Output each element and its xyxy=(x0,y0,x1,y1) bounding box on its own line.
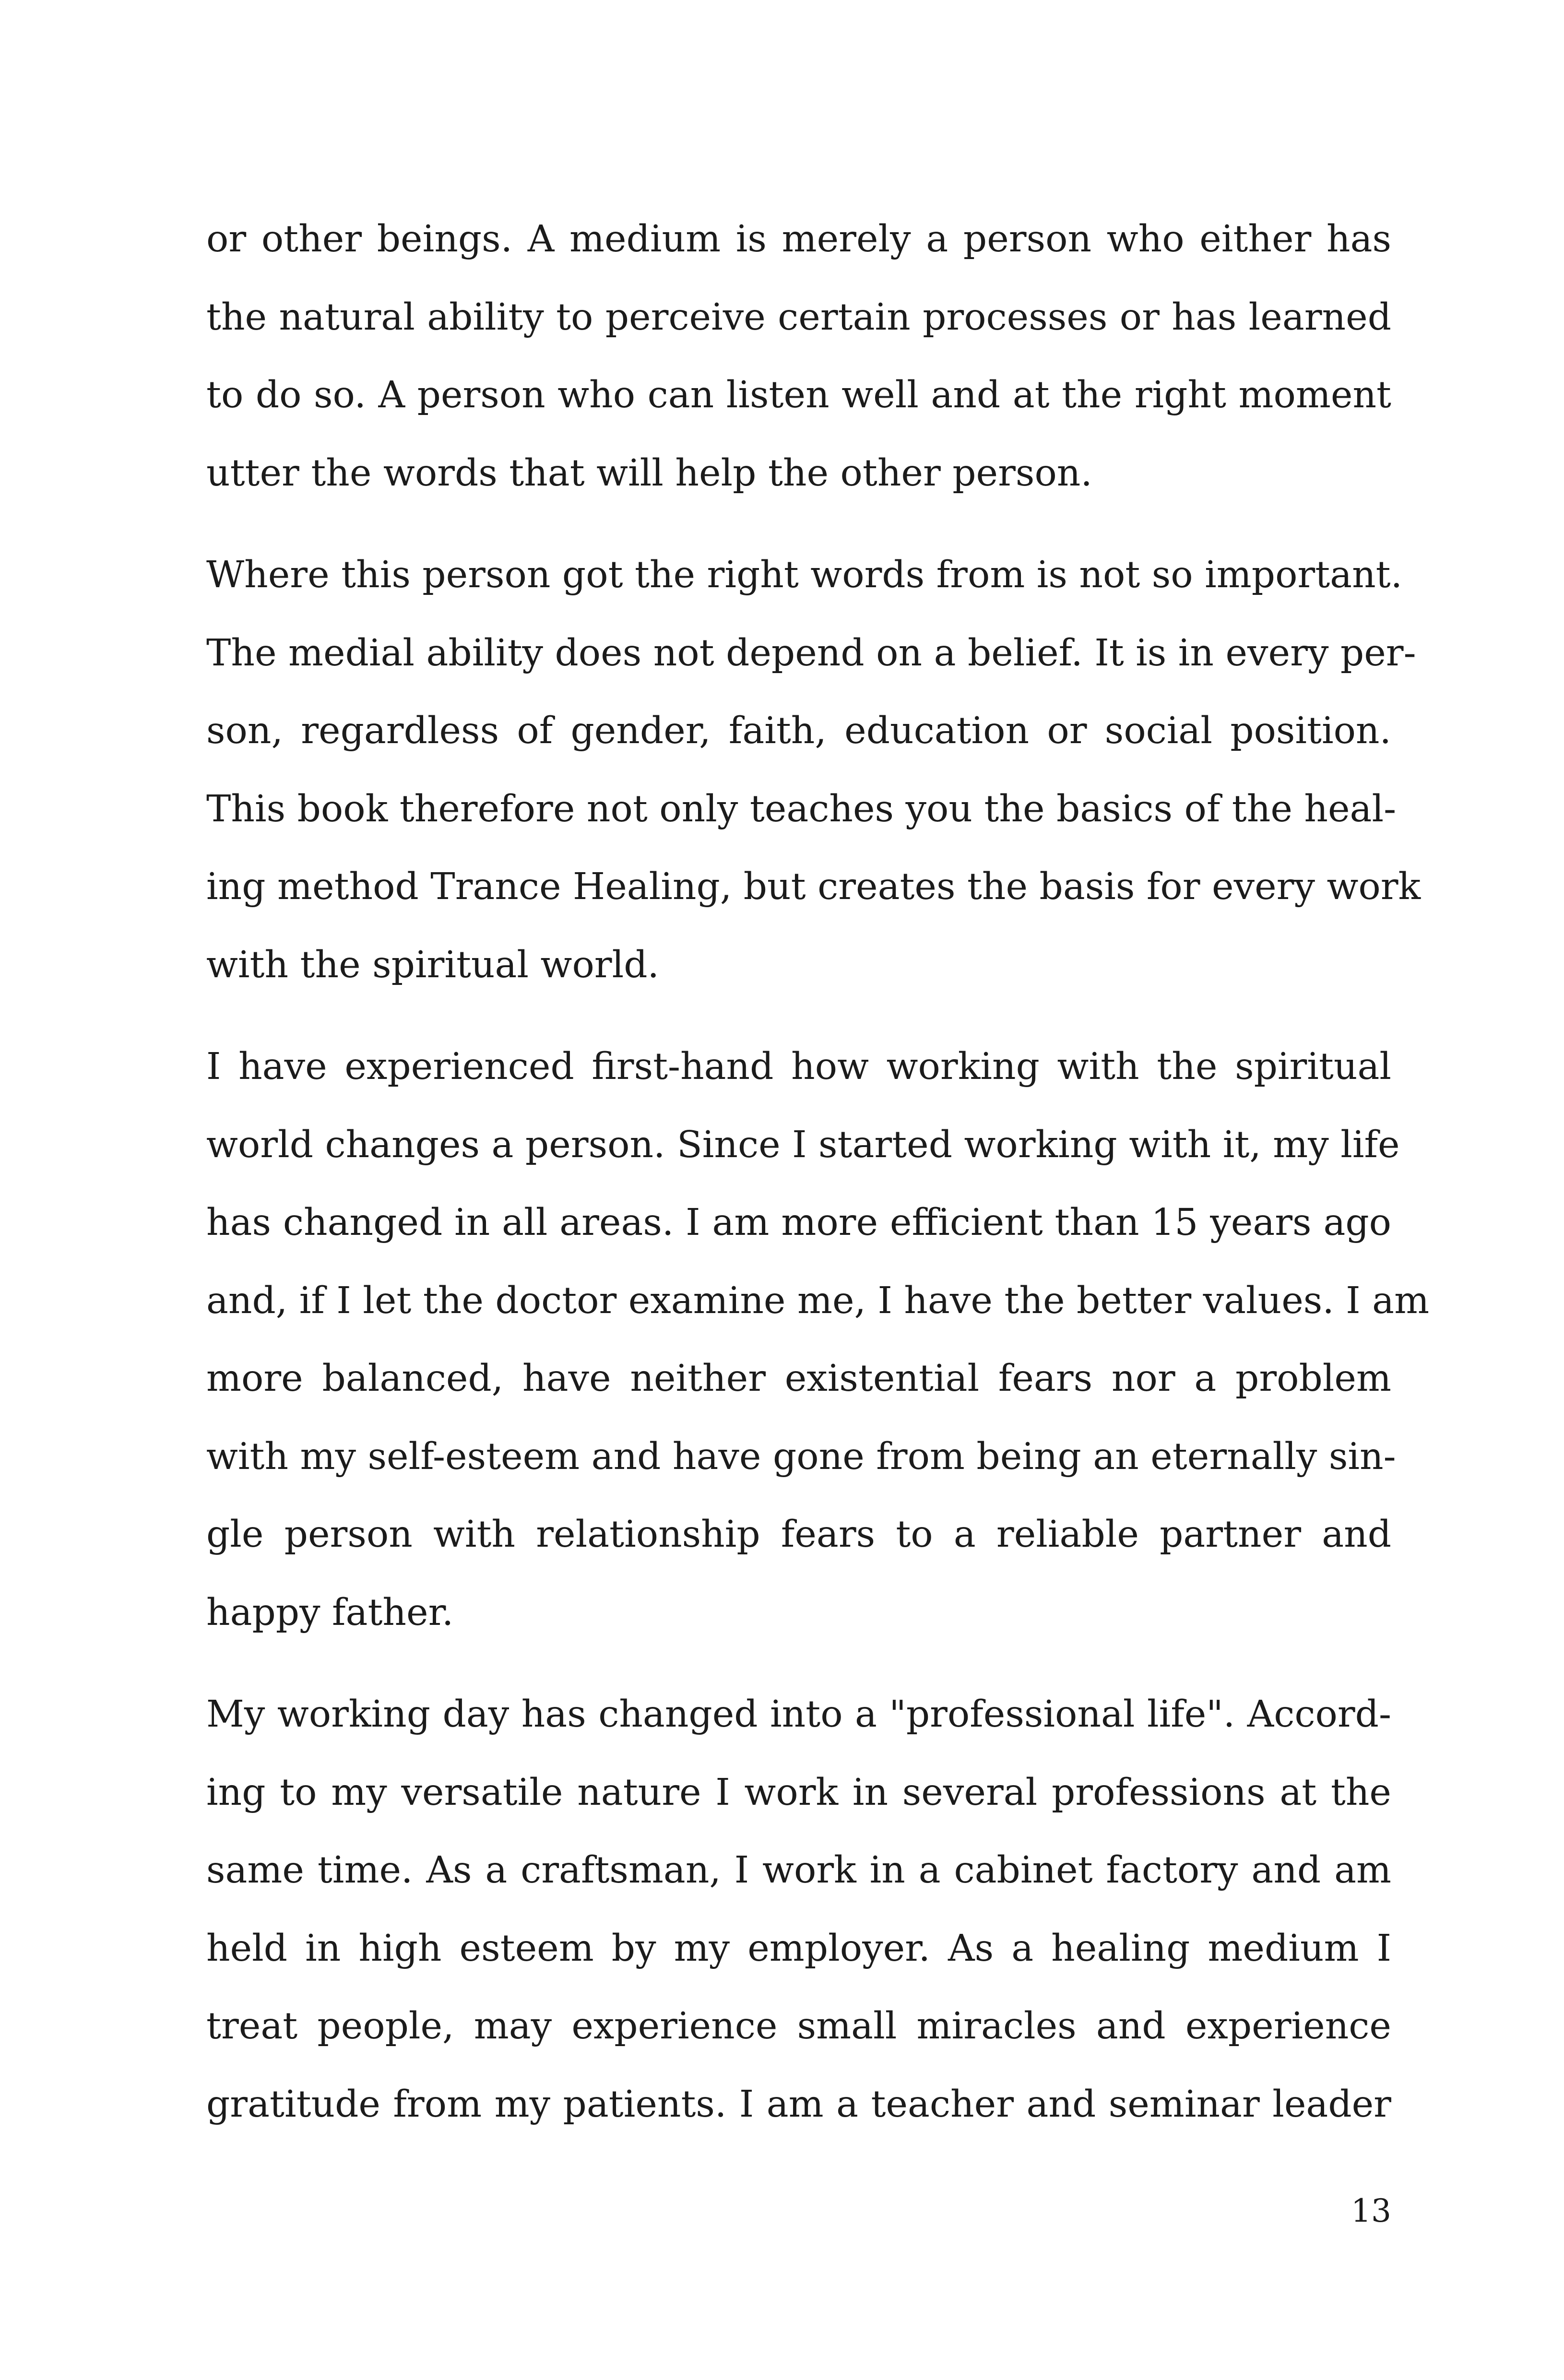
text-line: The medial ability does not depend on a belief. It is in every per- xyxy=(206,631,1416,675)
paragraph xyxy=(206,1028,1430,1652)
text-line: or other beings. A medium is merely a person who either has xyxy=(206,218,1391,260)
paragraph xyxy=(206,201,1391,512)
body-text xyxy=(206,201,1430,2143)
text-line: utter the words that will help the other person. xyxy=(206,451,1092,495)
paragraph xyxy=(206,536,1421,1004)
text-line: with the spiritual world. xyxy=(206,943,660,986)
paragraph xyxy=(206,1676,1391,2143)
text-line: I have experienced first-hand how working with the spiritual xyxy=(206,1045,1391,1088)
text-line: ing to my versatile nature I work in several professions at the xyxy=(206,1771,1391,1814)
text-line: gratitude from my patients. I am a teacher and seminar leader xyxy=(206,2083,1391,2126)
text-line: to do so. A person who can listen well and at the right moment xyxy=(206,374,1391,416)
text-line: same time. As a craftsman, I work in a cabinet factory and am xyxy=(206,1849,1391,1892)
text-line: with my self-esteem and have gone from being an eternally sin- xyxy=(206,1435,1396,1478)
text-line: ing method Trance Healing, but creates the basis for every work xyxy=(206,865,1421,908)
text-line: happy father. xyxy=(206,1591,454,1634)
page-number: 13 xyxy=(1351,2192,1391,2229)
text-line: held in high esteem by my employer. As a healing medium I xyxy=(206,1927,1391,1970)
text-line: Where this person got the right words from is not so important. xyxy=(206,554,1403,596)
text-line: world changes a person. Since I started working with it, my life xyxy=(206,1123,1400,1166)
text-line: the natural ability to perceive certain processes or has learned xyxy=(206,296,1391,339)
text-line: This book therefore not only teaches you the basics of the heal- xyxy=(206,787,1397,830)
text-line: treat people, may experience small miracles and experience xyxy=(206,2005,1391,2048)
text-line: son, regardless of gender, faith, education or social position. xyxy=(206,710,1391,752)
text-line: more balanced, have neither existential fears nor a problem xyxy=(206,1357,1391,1400)
text-line: and, if I let the doctor examine me, I have the better values. I am xyxy=(206,1279,1430,1322)
text-line: gle person with relationship fears to a reliable partner and xyxy=(206,1513,1391,1556)
text-line: My working day has changed into a "professional life". Accord- xyxy=(206,1693,1391,1736)
text-line: has changed in all areas. I am more efficient than 15 years ago xyxy=(206,1201,1391,1244)
